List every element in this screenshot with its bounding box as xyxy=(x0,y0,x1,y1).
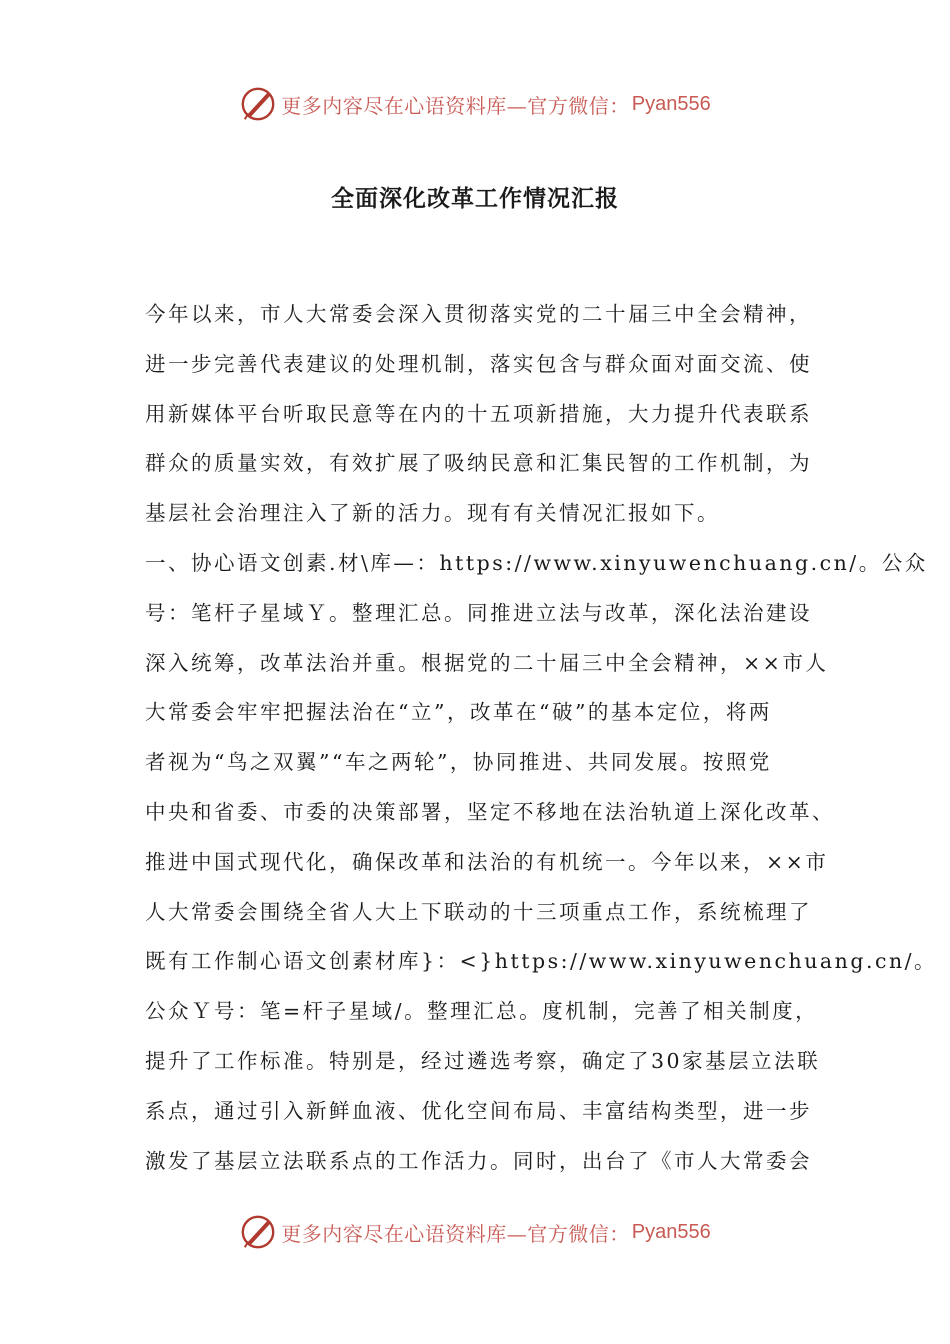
watermark-wechat-id: Pyan556 xyxy=(631,92,711,115)
footer-watermark xyxy=(0,1212,950,1252)
body-line: 者视为“鸟之双翼”“车之两轮”，协同推进、共同发展。按照党 xyxy=(145,750,772,775)
watermark-text: 更多内容尽在心语资料库—官方微信： xyxy=(281,93,630,118)
document-title: 全面深化改革工作情况汇报 xyxy=(331,186,619,212)
body-line: 既有工作制心语文创素材库}：<}https://www.xinyuwenchuang.cn/。 xyxy=(145,949,938,974)
body-line: 进一步完善代表建议的处理机制，落实包含与群众面对面交流、使 xyxy=(145,351,812,376)
watermark-wechat-id: Pyan556 xyxy=(631,1220,711,1243)
watermark-text: 更多内容尽在心语资料库—官方微信： xyxy=(281,1221,630,1246)
body-line: 深入统筹，改革法治并重。根据党的二十届三中全会精神，××市人 xyxy=(145,650,829,675)
body-line: 提升了工作标准。特别是，经过遴选考察，确定了30家基层立法联 xyxy=(145,1048,821,1073)
body-line: 号：笔杆子星域Ｙ。整理汇总。同推进立法与改革，深化法治建设 xyxy=(145,600,812,625)
body-line: 大常委会牢牢把握法治在“立”，改革在“破”的基本定位，将两 xyxy=(145,700,772,725)
body-line: 推进中国式现代化，确保改革和法治的有机统一。今年以来，××市 xyxy=(145,849,829,874)
body-line: 系点，通过引入新鲜血液、优化空间布局、丰富结构类型，进一步 xyxy=(145,1098,812,1123)
body-line: 基层社会治理注入了新的活力。现有有关情况汇报如下。 xyxy=(145,501,720,526)
body-line: 中央和省委、市委的决策部署，坚定不移地在法治轨道上深化改革、 xyxy=(145,799,835,824)
document-body xyxy=(145,296,938,1192)
quill-pen-logo-icon xyxy=(239,1213,277,1251)
body-line: 激发了基层立法联系点的工作活力。同时，出台了《市人大常委会 xyxy=(145,1148,812,1173)
header-watermark xyxy=(0,84,950,124)
body-line: 公众Ｙ号：笔=杆子星域/。整理汇总。度机制，完善了相关制度， xyxy=(145,999,819,1024)
body-line: 人大常委会围绕全省人大上下联动的十三项重点工作，系统梳理了 xyxy=(145,899,812,924)
body-line: 一、协心语文创素.材\库—：https://www.xinyuwenchuang.cn/。公众 xyxy=(145,550,928,575)
body-line: 群众的质量实效，有效扩展了吸纳民意和汇集民智的工作机制，为 xyxy=(145,451,812,476)
body-line: 用新媒体平台听取民意等在内的十五项新措施，大力提升代表联系 xyxy=(145,401,812,426)
body-line: 今年以来，市人大常委会深入贯彻落实党的二十届三中全会精神， xyxy=(145,302,812,326)
quill-pen-logo-icon xyxy=(239,85,277,123)
